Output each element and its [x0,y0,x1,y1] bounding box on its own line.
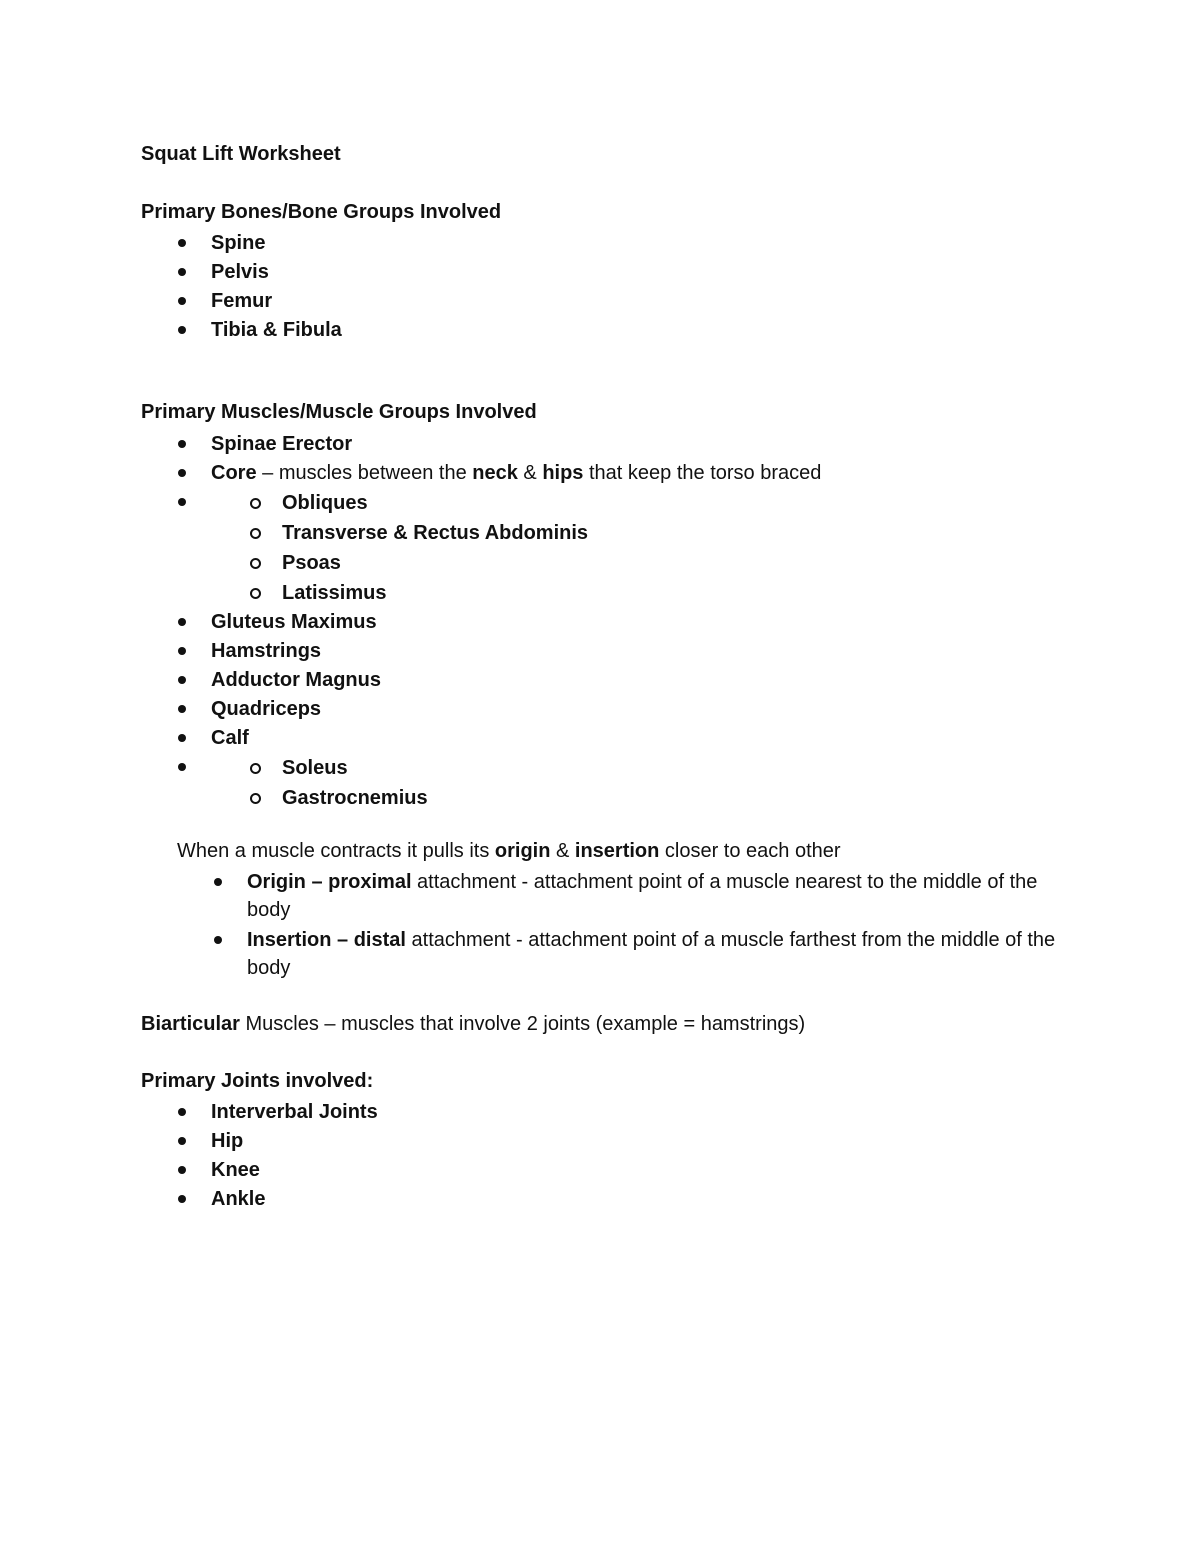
list-item: Spine [211,229,342,258]
joints-heading: Primary Joints involved: [141,1070,374,1092]
sub-list-item: Latissimus [282,578,821,608]
list-item: Pelvis [211,258,342,287]
core-desc: – muscles between the [256,462,473,484]
origin-desc: attachment - attachment point of a muscle nearest to the middle of the body [247,871,1038,921]
sub-list-item: Transverse & Rectus Abdominis [282,518,821,548]
list-item: Calf [211,724,821,753]
calf-sub-container [211,753,821,813]
list-item: Femur [211,287,342,316]
sub-list-item: Obliques [282,488,821,518]
muscles-heading: Primary Muscles/Muscle Groups Involved [141,401,537,423]
list-item: Ankle [211,1185,378,1214]
biarticular-desc: Muscles – muscles that involve 2 joints (example = hamstrings) [239,1013,806,1035]
dash: – [305,871,329,893]
distal-term: distal [353,929,406,951]
core-label: Core [211,462,257,484]
document-title: Squat Lift Worksheet [141,143,341,165]
core-amp: & [517,462,543,484]
origin-definition [247,868,1057,924]
insertion-label: Insertion [247,929,332,951]
calf-sub-list [282,753,821,813]
contraction-text-end: closer to each other [659,840,841,862]
list-item: Gluteus Maximus [211,608,821,637]
amp-text: & [550,840,575,862]
core-neck: neck [472,462,518,484]
biarticular-paragraph [141,1013,805,1036]
insertion-definition [247,926,1057,982]
list-item: Hamstrings [211,637,821,666]
sub-list-item: Soleus [282,753,821,783]
bones-heading: Primary Bones/Bone Groups Involved [141,201,502,223]
bones-list [211,229,342,345]
muscles-list [211,430,821,813]
list-item-core [211,459,821,488]
origin-label: Origin [247,871,306,893]
contraction-text: When a muscle contracts it pulls its [177,840,495,862]
contraction-paragraph [177,840,841,863]
sub-list-item: Psoas [282,548,821,578]
core-rest: that keep the torso braced [583,462,822,484]
list-item: Interverbal Joints [211,1098,378,1127]
origin-term: origin [494,840,551,862]
sub-list-item: Gastrocnemius [282,783,821,813]
list-item: Knee [211,1156,378,1185]
list-item: Adductor Magnus [211,666,821,695]
joints-list [211,1098,378,1214]
insertion-desc: attachment - attachment point of a muscle farthest from the middle of the body [247,929,1056,979]
biarticular-term: Biarticular [141,1013,240,1035]
proximal-term: proximal [328,871,412,893]
definition-list [247,868,1057,984]
list-item: Spinae Erector [211,430,821,459]
list-item: Quadriceps [211,695,821,724]
dash: – [331,929,354,951]
list-item: Tibia & Fibula [211,316,342,345]
list-item: Hip [211,1127,378,1156]
insertion-term: insertion [574,840,660,862]
core-hips: hips [542,462,584,484]
core-sub-container [211,488,821,608]
core-sub-list [282,488,821,608]
